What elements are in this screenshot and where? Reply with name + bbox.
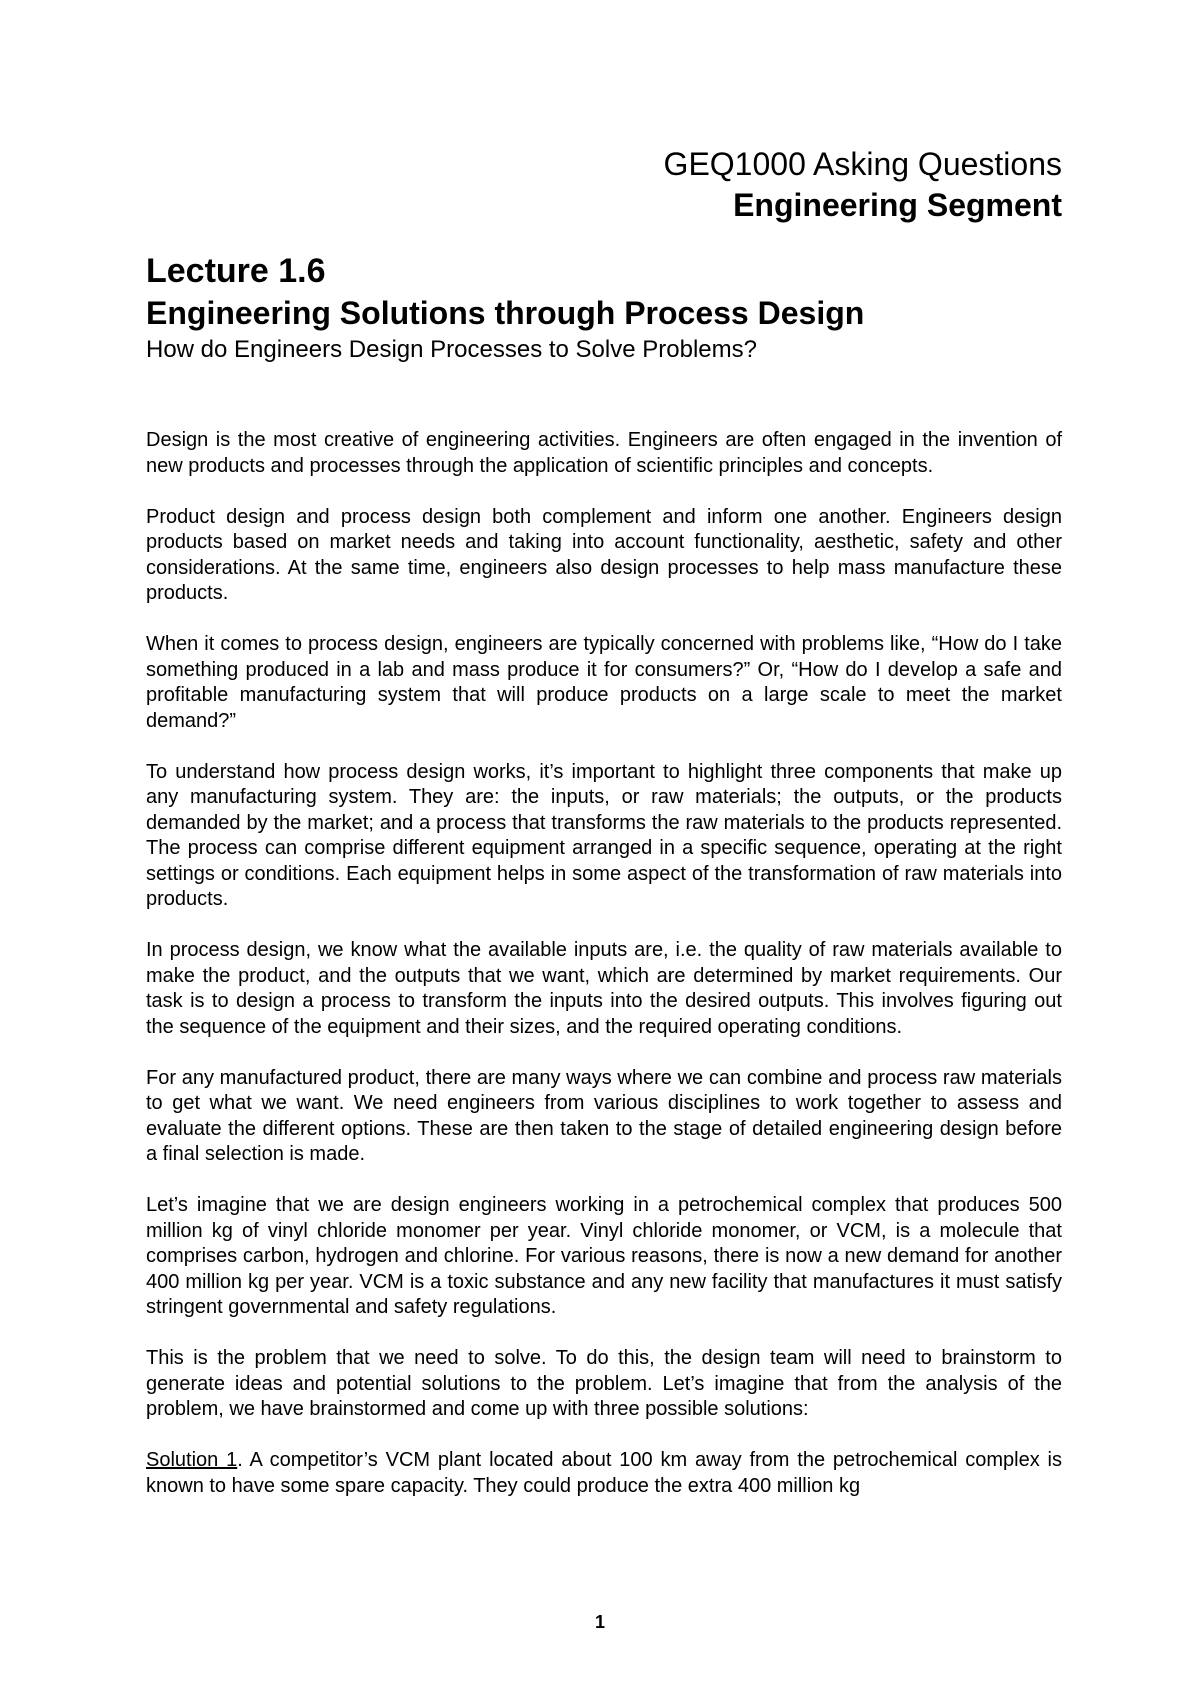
paragraph: Product design and process design both complement and inform one another. Engineers design products based on market needs and taking into account functionality, aesthetic, safety and other considerations. At the same time, engineers also design processes to help mass manufacture these products.	[146, 505, 1062, 604]
paragraph: Design is the most creative of engineering activities. Engineers are often engaged in the invention of new products and processes through the application of scientific principles and concepts.	[146, 429, 1062, 477]
segment-title: Engineering Segment	[733, 187, 1062, 223]
paragraph: For any manufactured product, there are many ways where we can combine and process raw materials to get what we want. We need engineers from various disciplines to work together to assess and evaluate the different options. These are then taken to the stage of detailed engineering design before a final selection is made.	[146, 1066, 1062, 1165]
solution-1-paragraph	[146, 1448, 1062, 1499]
document-body	[146, 428, 1062, 1525]
paragraph: To understand how process design works, it’s important to highlight three components that make up any manufacturing system. They are: the inputs, or raw materials; the outputs, or the products demanded by the market; and a process that transforms the raw materials to the products represented. The process can comprise different equipment arranged in a specific sequence, operating at the right settings or conditions. Each equipment helps in some aspect of the transformation of raw materials into products.	[146, 760, 1062, 910]
paragraph: When it comes to process design, engineers are typically concerned with problems like, “How do I take something produced in a lab and mass produce it for consumers?” Or, “How do I develop a safe and profitable manufacturing system that will produce products on a large scale to meet the market demand?”	[146, 633, 1062, 732]
lecture-title-block	[146, 250, 1062, 366]
course-title: GEQ1000 Asking Questions	[663, 146, 1062, 182]
paragraph: This is the problem that we need to solve. To do this, the design team will need to brainstorm to generate ideas and potential solutions to the problem. Let’s imagine that from the analysis of the problem, we have brainstormed and come up with three possible solutions:	[146, 1347, 1062, 1420]
solution-1-label: Solution 1	[146, 1449, 238, 1471]
lecture-number: Lecture 1.6	[146, 252, 326, 290]
lecture-subtitle: How do Engineers Design Processes to Solve Problems?	[146, 336, 757, 363]
course-header	[664, 144, 1062, 226]
paragraph: In process design, we know what the available inputs are, i.e. the quality of raw materials available to make the product, and the outputs that we want, which are determined by market requirements. Our task is to design a process to transform the inputs into the desired outputs. This involves figuring out the sequence of the equipment and their sizes, and the required operating conditions.	[146, 939, 1062, 1038]
solution-1-text: . A competitor’s VCM plant located about 100 km away from the petrochemical complex is known to have some spare capacity. They could produce the extra 400 million kg	[146, 1449, 1062, 1497]
lecture-title: Engineering Solutions through Process Design	[146, 295, 865, 331]
paragraph: Let’s imagine that we are design engineers working in a petrochemical complex that produces 500 million kg of vinyl chloride monomer per year. Vinyl chloride monomer, or VCM, is a molecule that comprises carbon, hydrogen and chlorine. For various reasons, there is now a new demand for another 400 million kg per year. VCM is a toxic substance and any new facility that manufactures it must satisfy stringent governmental and safety regulations.	[146, 1194, 1062, 1318]
page-number: 1	[594, 1612, 605, 1632]
